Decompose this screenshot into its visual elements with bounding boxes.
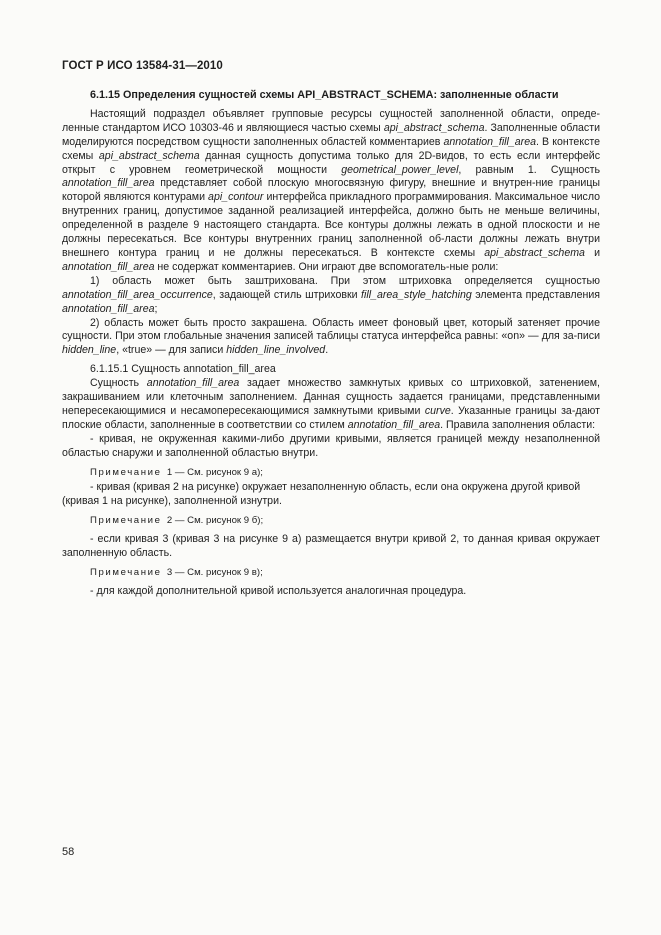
- fill-rule-2: - кривая (кривая 2 на рисунке) окружает незаполненную область, если она окружена другой кривой: [90, 481, 581, 494]
- intro-paragraph: Настоящий подраздел объявляет групповые ресурсы сущностей заполненной области, опреде-ленные стандартом ИСО 10303-46 и являющиеся частью схемы api_abstract_schema. Заполненные области моделируются посредством сущности заполненных областей комментариев annotation_fill_area. В контексте схемы api_abstract_schema данная сущность допустима только для 2D-видов, то есть если интерфейс открыт с уровнем геометрической мощности geometrical_power_level, равным 1. Сущность annotation_fill_area представляет собой плоскую многосвязную фигуру, внешние и внутрен-ние границы которой являются контурами api_contour интерфейса прикладного программирования. Максимальное число внутренних границ, допустимое заданной реализацией интерфейса, должно быть не меньше величины, определенной в разделе 9 настоящего стандарта. Все контуры должны лежать в одной плоскости и не должны пересекаться. Все контуры внутренних границ заполненной об-ласти должны лежать внутри внешнего контура границ и не должны пересекаться. В контексте схемы api_abstract_schema и annotation_fill_area не содержат комментариев. Они играют две вспомогатель-ные роли:: [62, 107, 601, 273]
- role-item-filled: 2) область может быть просто закрашена. Область имеет фоновый цвет, который затеняет прочие сущности. При этом глобальные значения записей таблицы статуса интерфейса равны: «on» — для за-писи hidden_line, «true» — для записи hidden_line_involved.: [62, 316, 600, 357]
- page-number: 58: [62, 846, 75, 858]
- subsection-heading: 6.1.15.1 Сущность annotation_fill_area: [90, 363, 276, 376]
- role-item-hatched: 1) область может быть заштрихована. При этом штриховка определяется сущностью annotation_fill_area_occurrence, задающей стиль штриховки fill_area_style_hatching элемента представления annotation_fill_area;: [62, 274, 600, 315]
- fill-rule-1: - кривая, не окруженная какими-либо другими кривыми, является границей между незаполненной областью снаружи и заполненной областью внутри.: [62, 432, 600, 459]
- section-heading: 6.1.15 Определения сущностей схемы API_ABSTRACT_SCHEMA: заполненные области: [90, 89, 559, 101]
- note-3: Примечание 3 — См. рисунок 9 в);: [90, 567, 263, 578]
- note-1: Примечание 1 — См. рисунок 9 а);: [90, 466, 263, 478]
- fill-rule-2-continuation: (кривая 1 на рисунке), заполненной изнутри.: [62, 495, 282, 508]
- standard-header: ГОСТ Р ИСО 13584-31—2010: [62, 60, 223, 72]
- note-2: Примечание 2 — См. рисунок 9 б);: [90, 515, 264, 527]
- document-body: [62, 89, 600, 599]
- entity-description: Сущность annotation_fill_area задает множество замкнутых кривых со штриховкой, затенением, закрашиванием или клеточным заполнением. Данная сущность задается границами, представленными непересекающимися и несамопересекающимися замкнутыми кривыми curve. Указанные границы за-дают плоские области, заполненные в соответствии со стилем annotation_fill_area. Правила заполнения области:: [62, 377, 600, 431]
- fill-rule-4: - для каждой дополнительной кривой используется аналогичная процедура.: [90, 584, 467, 597]
- fill-rule-3: - если кривая 3 (кривая 3 на рисунке 9 а) размещается внутри кривой 2, то данная кривая окружает заполненную область.: [62, 533, 600, 560]
